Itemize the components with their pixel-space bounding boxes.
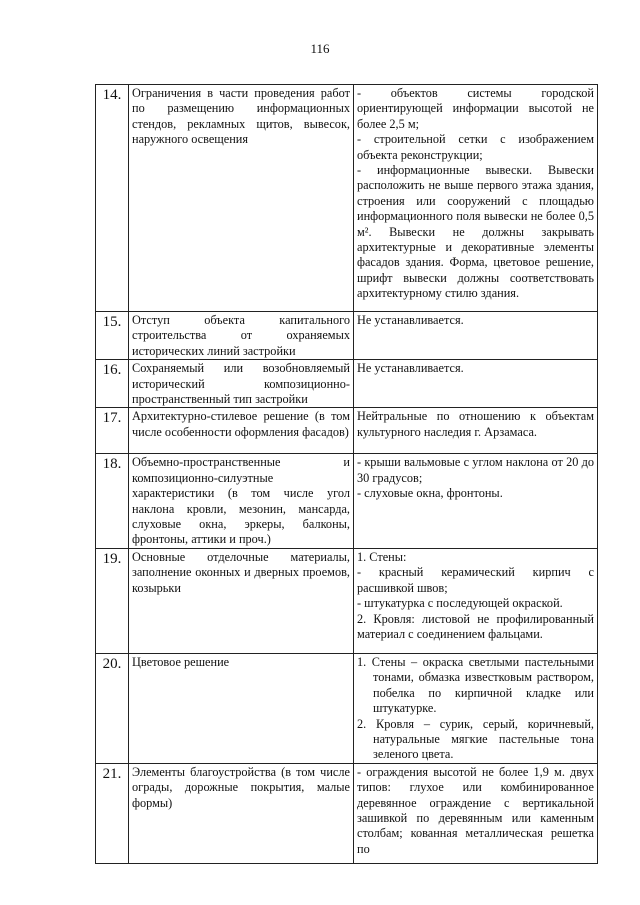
value-line: - строительной сетки с изображением объекта реконструкции; xyxy=(357,132,594,162)
row-value xyxy=(354,360,598,408)
value-line: Не устанавливается. xyxy=(357,361,464,376)
table-row xyxy=(96,454,598,548)
value-line: 2. Кровля – сурик, серый, коричневый, натуральные мягкие пастельные тона зеленого цвета. xyxy=(357,716,594,762)
row-name: Элементы благоустройства (в том числе ограды, дорожные покрытия, малые формы) xyxy=(129,763,354,863)
row-number: 17. xyxy=(96,408,129,454)
value-line: - информационные вывески. Вывески расположить не выше первого этажа здания, строения или сооружений с площадью информационного поля вывески не более 0,5 м². Вывески не должны закрывать архитектурные и декоративные элементы фасадов здания. Форма, цветовое решение, шрифт вывески должны соответствовать архитектурному стилю здания. xyxy=(357,163,594,301)
requirements-table xyxy=(95,84,598,864)
row-number: 18. xyxy=(96,454,129,548)
table-row xyxy=(96,763,598,863)
value-line: - крыши вальмовые с углом наклона от 20 до 30 градусов; xyxy=(357,455,594,485)
row-number: 14. xyxy=(96,85,129,312)
row-value xyxy=(354,408,598,454)
row-name: Сохраняемый или возобновляемый исторический композиционно-пространственный тип застройки xyxy=(129,360,354,408)
value-line: - объектов системы городской ориентирующей информации высотой не более 2,5 м; xyxy=(357,86,594,131)
value-line: - слуховые окна, фронтоны. xyxy=(357,486,503,501)
row-value xyxy=(354,763,598,863)
table-row xyxy=(96,548,598,653)
value-line: - штукатурка с последующей окраской. xyxy=(357,596,563,611)
row-name: Ограничения в части проведения работ по размещению информационных стендов, рекламных щитов, вывесок, наружного освещения xyxy=(129,85,354,312)
value-line: 1. Стены: xyxy=(357,549,407,564)
table-row xyxy=(96,653,598,763)
row-name: Цветовое решение xyxy=(129,653,354,763)
row-number: 15. xyxy=(96,312,129,360)
row-value xyxy=(354,653,598,763)
table-row xyxy=(96,360,598,408)
value-line: Не устанавливается. xyxy=(357,313,464,327)
row-number: 21. xyxy=(96,763,129,863)
row-number: 19. xyxy=(96,548,129,653)
row-name: Отступ объекта капитального строительства от охраняемых исторических линий застройки xyxy=(129,312,354,360)
row-value xyxy=(354,454,598,548)
row-value xyxy=(354,85,598,312)
value-line: Нейтральные по отношению к объектам культурного наследия г. Арзамаса. xyxy=(357,409,594,439)
table-row xyxy=(96,408,598,454)
row-name: Объемно-пространственные и композиционно-силуэтные характеристики (в том числе угол наклона кровли, мезонин, мансарда, слуховые окна, эркеры, балконы, фронтоны, аттики и проч.) xyxy=(129,454,354,548)
table-row xyxy=(96,85,598,312)
value-line: 1. Стены – окраска светлыми пастельными тонами, обмазка известковым раствором, побелка по кирпичной кладке или штукатурке. xyxy=(357,654,594,716)
table-row xyxy=(96,312,598,360)
value-line: 2. Кровля: листовой не профилированный материал с соединением фальцами. xyxy=(357,611,594,641)
row-number: 16. xyxy=(96,360,129,408)
row-name: Основные отделочные материалы, заполнение оконных и дверных проемов, козырьки xyxy=(129,548,354,653)
page-number: 116 xyxy=(310,41,330,56)
row-value xyxy=(354,312,598,360)
value-line: - красный керамический кирпич с расшивкой швов; xyxy=(357,565,594,595)
value-line: - ограждения высотой не более 1,9 м. двух типов: глухое или комбинированное деревянное ограждение с вертикальной зашивкой по деревянным или каменным столбам; кованная металлическая решетка по xyxy=(357,764,594,856)
row-number: 20. xyxy=(96,653,129,763)
row-name: Архитектурно-стилевое решение (в том числе особенности оформления фасадов) xyxy=(129,408,354,454)
row-value xyxy=(354,548,598,653)
